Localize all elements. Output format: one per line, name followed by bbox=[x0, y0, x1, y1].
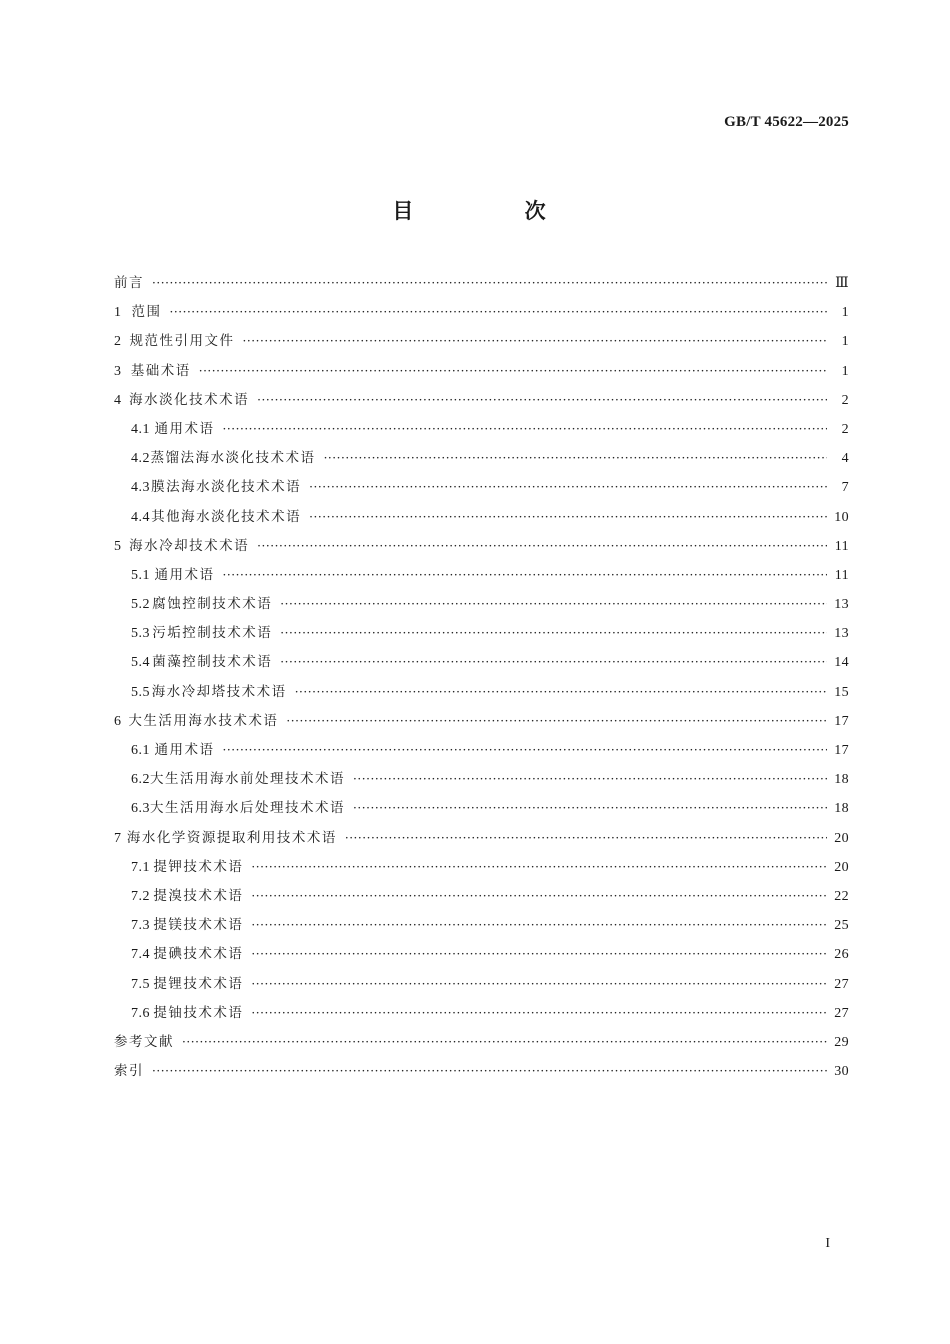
toc-page-number: 7 bbox=[841, 480, 849, 496]
toc-entry-title: 基础术语 bbox=[130, 362, 191, 379]
toc-section-number: 5.5 bbox=[131, 684, 150, 700]
toc-entry-title: 其他海水淡化技术术语 bbox=[151, 508, 302, 525]
toc-page-number: 1 bbox=[841, 363, 849, 379]
toc-section-number: 7.5 bbox=[131, 976, 150, 992]
toc-entry-title: 提铀技术术语 bbox=[153, 1004, 244, 1021]
toc-page-number: 13 bbox=[834, 626, 849, 642]
toc-dot-leader bbox=[152, 269, 827, 298]
toc-dot-leader bbox=[223, 736, 828, 765]
toc-section-number: 3 bbox=[114, 363, 122, 379]
toc-page-number: 11 bbox=[834, 567, 849, 583]
toc-page-number: 18 bbox=[834, 801, 849, 817]
toc-dot-leader bbox=[223, 561, 828, 590]
toc-dot-leader bbox=[251, 853, 827, 882]
toc-entry[interactable] bbox=[114, 999, 849, 1028]
toc-dot-leader bbox=[199, 357, 827, 386]
toc-entry-title: 提镁技术术语 bbox=[153, 917, 244, 934]
toc-entry[interactable] bbox=[114, 327, 849, 356]
toc-section-number: 6.2 bbox=[131, 772, 150, 788]
toc-section-number: 4.3 bbox=[131, 480, 150, 496]
toc-section-number: 7.3 bbox=[131, 918, 150, 934]
toc-entry-title: 膜法海水淡化技术术语 bbox=[151, 479, 302, 496]
page-number: I bbox=[825, 1236, 830, 1251]
toc-section-number: 7 bbox=[114, 830, 122, 846]
toc-page-number: 13 bbox=[834, 597, 849, 613]
toc-page-number: 27 bbox=[834, 976, 849, 992]
page-title: 目 次 bbox=[392, 199, 598, 223]
toc-entry[interactable] bbox=[114, 678, 849, 707]
toc-dot-leader bbox=[169, 298, 827, 327]
table-of-contents bbox=[114, 269, 849, 1086]
toc-section-number: 5 bbox=[114, 538, 122, 554]
toc-dot-leader bbox=[309, 473, 827, 502]
toc-section-number: 7.2 bbox=[131, 888, 150, 904]
toc-section-number: 5.2 bbox=[131, 597, 150, 613]
toc-entry[interactable] bbox=[114, 590, 849, 619]
toc-entry[interactable] bbox=[114, 503, 849, 532]
toc-page-number: 14 bbox=[834, 655, 849, 671]
toc-entry-title: 提溴技术术语 bbox=[153, 887, 244, 904]
toc-dot-leader bbox=[280, 619, 827, 648]
toc-dot-leader bbox=[257, 386, 827, 415]
toc-section-number: 5.4 bbox=[131, 655, 150, 671]
toc-entry[interactable] bbox=[114, 1057, 849, 1086]
toc-dot-leader bbox=[251, 970, 827, 999]
toc-entry-title: 大生活用海水技术术语 bbox=[128, 712, 279, 729]
toc-entry[interactable] bbox=[114, 357, 849, 386]
toc-dot-leader bbox=[345, 824, 827, 853]
toc-entry-title: 提钾技术术语 bbox=[153, 858, 244, 875]
toc-page-number: 2 bbox=[841, 421, 849, 437]
toc-section-number: 1 bbox=[114, 305, 122, 321]
toc-entry-title: 索引 bbox=[114, 1063, 144, 1080]
toc-entry[interactable] bbox=[114, 415, 849, 444]
toc-dot-leader bbox=[324, 444, 827, 473]
toc-page-number: 25 bbox=[834, 918, 849, 934]
toc-entry-title: 提碘技术术语 bbox=[153, 946, 244, 963]
toc-dot-leader bbox=[223, 415, 828, 444]
toc-entry[interactable] bbox=[114, 619, 849, 648]
toc-section-number: 6.3 bbox=[131, 801, 150, 817]
toc-page-number: 17 bbox=[834, 713, 849, 729]
toc-page-number: 17 bbox=[834, 743, 849, 758]
toc-dot-leader bbox=[280, 590, 827, 619]
toc-entry[interactable] bbox=[114, 882, 849, 911]
toc-page-number: 2 bbox=[841, 392, 849, 408]
toc-dot-leader bbox=[251, 882, 827, 911]
toc-page-number: 20 bbox=[834, 830, 849, 846]
toc-dot-leader bbox=[257, 532, 827, 561]
toc-entry-title: 参考文献 bbox=[114, 1033, 174, 1050]
toc-page-number: 22 bbox=[834, 888, 849, 904]
toc-entry[interactable] bbox=[114, 1028, 849, 1057]
toc-section-number: 4.1 bbox=[131, 421, 150, 437]
toc-dot-leader bbox=[353, 794, 827, 823]
toc-entry-title: 大生活用海水后处理技术术语 bbox=[150, 800, 345, 817]
toc-page-number: 15 bbox=[834, 684, 849, 700]
toc-page-number: 10 bbox=[834, 509, 849, 525]
toc-page-number: 20 bbox=[834, 859, 849, 875]
toc-section-number: 4.2 bbox=[131, 451, 150, 467]
toc-section-number: 4.4 bbox=[131, 509, 150, 525]
toc-dot-leader bbox=[251, 999, 827, 1028]
toc-entry[interactable] bbox=[114, 853, 849, 882]
toc-dot-leader bbox=[280, 648, 827, 677]
toc-entry-title: 海水冷却塔技术术语 bbox=[151, 683, 287, 700]
toc-dot-leader bbox=[353, 765, 827, 794]
toc-entry[interactable] bbox=[114, 736, 849, 765]
toc-entry[interactable] bbox=[114, 911, 849, 940]
toc-entry[interactable] bbox=[114, 386, 849, 415]
toc-section-number: 5.3 bbox=[131, 626, 150, 642]
toc-entry[interactable] bbox=[114, 765, 849, 794]
toc-dot-leader bbox=[309, 503, 827, 532]
toc-entry-title: 大生活用海水前处理技术术语 bbox=[150, 771, 345, 788]
toc-section-number: 7.1 bbox=[131, 859, 150, 875]
toc-page-number: 26 bbox=[834, 947, 849, 963]
toc-section-number: 6 bbox=[114, 713, 122, 729]
toc-entry-title: 菌藻控制技术术语 bbox=[152, 654, 273, 671]
toc-page-number: Ⅲ bbox=[835, 276, 849, 291]
toc-dot-leader bbox=[251, 911, 827, 940]
toc-entry[interactable] bbox=[114, 794, 849, 823]
toc-entry-title: 通用术语 bbox=[154, 420, 215, 437]
toc-section-number: 7.6 bbox=[131, 1005, 150, 1021]
toc-dot-leader bbox=[286, 707, 827, 736]
toc-entry-title: 通用术语 bbox=[154, 566, 215, 583]
toc-entry[interactable] bbox=[114, 269, 849, 298]
toc-section-number: 2 bbox=[114, 334, 122, 350]
toc-dot-leader bbox=[182, 1028, 827, 1057]
toc-entry-title: 规范性引用文件 bbox=[129, 333, 235, 350]
toc-entry[interactable] bbox=[114, 561, 849, 590]
toc-page-number: 18 bbox=[834, 772, 849, 788]
toc-entry-title: 污垢控制技术术语 bbox=[152, 625, 273, 642]
toc-entry-title: 海水化学资源提取利用技术术语 bbox=[126, 829, 337, 846]
toc-page-number: 4 bbox=[841, 451, 849, 467]
toc-dot-leader bbox=[152, 1057, 827, 1086]
toc-entry-title: 前言 bbox=[114, 275, 144, 291]
toc-entry[interactable] bbox=[114, 707, 849, 736]
toc-entry[interactable] bbox=[114, 444, 849, 473]
toc-dot-leader bbox=[243, 327, 827, 356]
toc-entry-title: 提锂技术术语 bbox=[153, 975, 244, 992]
toc-entry[interactable] bbox=[114, 940, 849, 969]
toc-page-number: 29 bbox=[834, 1034, 849, 1050]
toc-dot-leader bbox=[295, 678, 827, 707]
toc-section-number: 6.1 bbox=[131, 743, 150, 758]
toc-entry[interactable] bbox=[114, 298, 849, 327]
toc-page-number: 30 bbox=[834, 1064, 849, 1080]
toc-entry-title: 蒸馏法海水淡化技术术语 bbox=[150, 450, 316, 467]
toc-entry[interactable] bbox=[114, 473, 849, 502]
toc-section-number: 7.4 bbox=[131, 947, 150, 963]
standard-number: GB/T 45622—2025 bbox=[724, 114, 849, 130]
toc-entry[interactable] bbox=[114, 970, 849, 999]
toc-entry-title: 腐蚀控制技术术语 bbox=[152, 596, 273, 613]
toc-section-number: 5.1 bbox=[131, 567, 150, 583]
toc-entry[interactable] bbox=[114, 648, 849, 677]
toc-entry-title: 海水淡化技术术语 bbox=[129, 391, 250, 408]
toc-section-number: 4 bbox=[114, 392, 122, 408]
toc-page-number: 1 bbox=[841, 334, 849, 350]
toc-page-number: 27 bbox=[834, 1005, 849, 1021]
toc-page-number: 11 bbox=[834, 538, 849, 554]
toc-entry[interactable] bbox=[114, 532, 849, 561]
toc-entry-title: 海水冷却技术术语 bbox=[129, 537, 250, 554]
toc-entry-title: 范围 bbox=[131, 304, 162, 321]
toc-entry[interactable] bbox=[114, 824, 849, 853]
toc-entry-title: 通用术语 bbox=[154, 742, 215, 758]
toc-dot-leader bbox=[251, 940, 827, 969]
toc-page-number: 1 bbox=[841, 305, 849, 321]
